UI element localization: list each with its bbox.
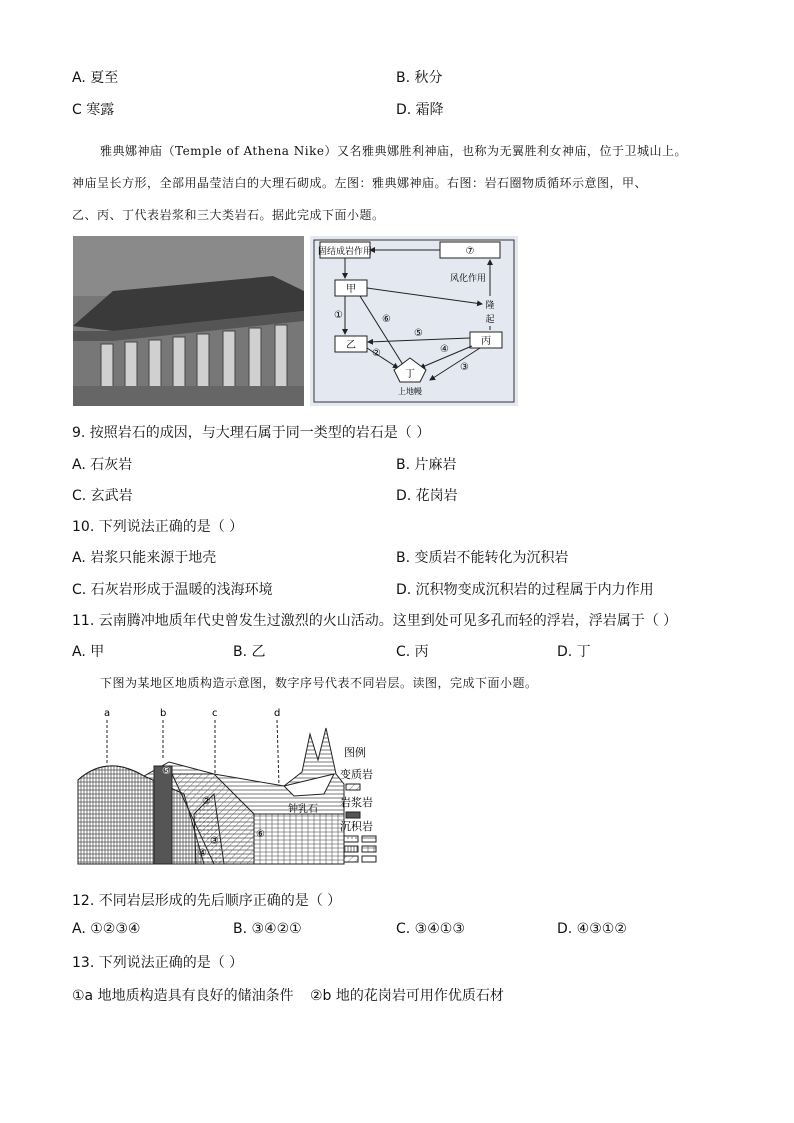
num-5: ⑤ <box>414 328 423 339</box>
num-3: ③ <box>460 362 469 373</box>
q11-option-a: A. 甲 <box>72 644 105 660</box>
legend-metamorphic: 变质岩 <box>340 768 373 781</box>
passage1-line1: 雅典娜神庙（Temple of Athena Nike）又名雅典娜胜利神庙，也称为无翼胜利女神庙，位于卫城山上。 <box>100 144 687 158</box>
layer-4: ④ <box>198 848 207 859</box>
label-consolidation: 固结成岩作用 <box>317 247 373 257</box>
label-jia: 甲 <box>346 284 356 295</box>
num-6: ⑥ <box>382 314 391 325</box>
q11-stem: 11. 云南腾冲地质年代史曾发生过激烈的火山活动。这里到处可见多孔而轻的浮岩，浮岩属于（ ） <box>72 613 678 629</box>
q11-option-c: C. 丙 <box>396 644 429 660</box>
label-d: d <box>274 708 281 719</box>
layer-6: ⑥ <box>256 829 265 840</box>
q8-option-b: B. 秋分 <box>396 70 443 86</box>
temple-photo <box>73 236 304 406</box>
label-b: b <box>160 708 167 719</box>
q9-option-b: B. 片麻岩 <box>396 457 457 473</box>
label-uplift-1: 隆 <box>485 301 495 311</box>
num-2: ② <box>372 348 381 359</box>
q13-stem: 13. 下列说法正确的是（ ） <box>72 955 244 971</box>
q9-option-d: D. 花岗岩 <box>396 488 458 504</box>
q9-option-c: C. 玄武岩 <box>72 488 133 504</box>
q12-option-b: B. ③④②① <box>233 921 302 937</box>
label-mantle: 上地幔 <box>398 387 422 396</box>
q12-option-c: C. ③④①③ <box>396 921 465 937</box>
q11-option-d: D. 丁 <box>557 644 591 660</box>
passage1-line2: 神庙呈长方形，全部用晶莹洁白的大理石砌成。左图：雅典娜神庙。右图：岩石圈物质循环示意图，甲、 <box>72 176 648 190</box>
q9-stem: 9. 按照岩石的成因，与大理石属于同一类型的岩石是（ ） <box>72 425 431 441</box>
label-ding: 丁 <box>405 369 415 380</box>
q10-option-c: C. 石灰岩形成于温暖的浅海环境 <box>72 582 273 598</box>
label-c: c <box>212 708 218 719</box>
passage2: 下图为某地区地质构造示意图，数字序号代表不同岩层。读图，完成下面小题。 <box>100 676 538 690</box>
label-uplift-2: 起 <box>485 315 495 325</box>
num-1: ① <box>334 310 343 321</box>
legend-sedimentary: 沉积岩 <box>340 820 373 833</box>
q10-option-b: B. 变质岩不能转化为沉积岩 <box>396 550 569 566</box>
q8-option-a: A. 夏至 <box>72 70 119 86</box>
label-seven: ⑦ <box>465 246 475 257</box>
q13-statement-2: ②b 地的花岗岩可用作优质石材 <box>310 988 504 1004</box>
q8-option-c: C 寒露 <box>72 102 115 118</box>
geo-structure-diagram <box>74 704 386 870</box>
q10-option-a: A. 岩浆只能来源于地壳 <box>72 550 217 566</box>
label-weathering: 风化作用 <box>450 274 487 284</box>
q13-statement-1: ①a 地地质构造具有良好的储油条件 <box>72 988 294 1004</box>
q12-option-a: A. ①②③④ <box>72 921 141 937</box>
label-stalactite: 钟乳石 <box>288 804 318 815</box>
legend-title: 图例 <box>344 746 366 759</box>
label-a: a <box>104 708 111 719</box>
q9-option-a: A. 石灰岩 <box>72 457 133 473</box>
q12-stem: 12. 不同岩层形成的先后顺序正确的是（ ） <box>72 893 342 909</box>
label-yi: 乙 <box>346 340 356 351</box>
layer-5: ⑤ <box>162 766 171 777</box>
q10-option-d: D. 沉积物变成沉积岩的过程属于内力作用 <box>396 582 654 598</box>
label-bing: 丙 <box>481 336 491 347</box>
num-4: ④ <box>440 344 449 355</box>
passage1-line3: 乙、丙、丁代表岩浆和三大类岩石。据此完成下面小题。 <box>72 208 385 222</box>
legend-magmatic: 岩浆岩 <box>340 796 373 809</box>
rock-cycle-diagram <box>310 236 518 406</box>
q8-option-d: D. 霜降 <box>396 102 444 118</box>
q10-stem: 10. 下列说法正确的是（ ） <box>72 519 244 535</box>
layer-2: ② <box>202 796 211 807</box>
q11-option-b: B. 乙 <box>233 644 266 660</box>
layer-3: ③ <box>210 836 219 847</box>
q12-option-d: D. ④③①② <box>557 921 627 937</box>
